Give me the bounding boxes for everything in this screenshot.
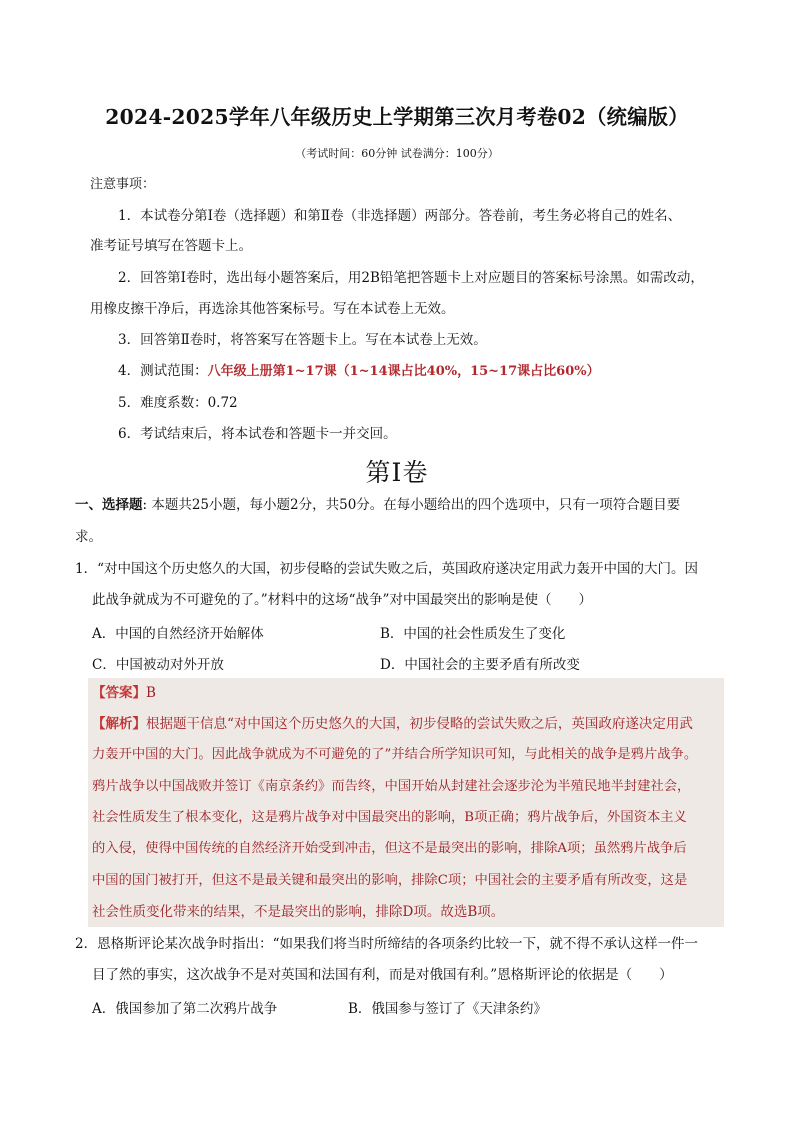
q1-answer: [92, 684, 156, 702]
q1-analysis-line-2: 力轰开中国的大门。因此战争就成为不可避免的了”并结合所学知识可知，与此相关的战争是鸦片战争。: [92, 747, 698, 762]
notice-item-1-line-2: 准考证号填写在答题卡上。: [90, 238, 252, 254]
answer-tag: 【答案】: [92, 685, 146, 701]
notice-item-3: 3．回答第Ⅱ卷时，将答案写在答题卡上。写在本试卷上无效。: [118, 332, 487, 348]
q1-analysis-line-7: 社会性质变化带来的结果，不是最突出的影响，排除D项。故选B项。: [92, 904, 505, 920]
q1-analysis-line-3: 鸦片战争以中国战败并签订《南京条约》而告终，中国开始从封建社会逐步沦为半殖民地半封建社会，: [92, 779, 691, 794]
q1-stem-line-2: 此战争就成为不可避免的了。”材料中的这场“战争”对中国最突出的影响是使（ ）: [92, 592, 592, 608]
q1-option-a: A．中国的自然经济开始解体: [92, 626, 264, 642]
q1-option-b: B．中国的社会性质发生了变化: [380, 626, 566, 642]
notice-heading: 注意事项：: [90, 177, 156, 192]
notice-item-5: 5．难度系数：0.72: [118, 395, 238, 411]
notice-item-2-line-2: 用橡皮擦干净后，再选涂其他答案标号。写在本试卷上无效。: [90, 301, 455, 317]
q1-stem-line-1: 1．“对中国这个历史悠久的大国，初步侵略的尝试失败之后，英国政府遂决定用武力轰开中国的大门。因: [75, 561, 698, 577]
answer-value: B: [146, 685, 156, 701]
notice-item-6: 6．考试结束后，将本试卷和答题卡一并交回。: [118, 426, 397, 442]
exam-subtitle: （考试时间：60分钟 试卷满分：100分）: [295, 147, 499, 160]
instructions-line-1: [75, 496, 680, 514]
q2-option-a: A．俄国参加了第二次鸦片战争: [92, 1001, 278, 1017]
notice-item-4-prefix: 4．测试范围：: [118, 363, 208, 379]
q1-analysis-line-5: 的入侵，使得中国传统的自然经济开始受到冲击，但这不是最突出的影响，排除A项；虽然鸦片战争后: [92, 841, 687, 856]
analysis-text: 根据题干信息“对中国这个历史悠久的大国，初步侵略的尝试失败之后，英国政府遂决定用武: [146, 716, 693, 732]
notice-item-1-line-1: 1．本试卷分第Ⅰ卷（选择题）和第Ⅱ卷（非选择题）两部分。答卷前，考生务必将自己的姓名、: [118, 208, 682, 224]
q2-option-b: B．俄国参与签订了《天津条约》: [348, 1001, 547, 1017]
q1-analysis-line-1: [92, 715, 693, 733]
notice-item-2-line-1: 2．回答第Ⅰ卷时，选出每小题答案后，用2B铅笔把答题卡上对应题目的答案标号涂黑。如需改动，: [118, 270, 704, 286]
q1-option-c: C．中国被动对外开放: [92, 657, 224, 673]
notice-item-4: [118, 362, 600, 381]
instructions-prefix: 一、选择题: [75, 497, 143, 513]
q1-analysis-line-6: 中国的国门被打开，但这不是最关键和最突出的影响，排除C项；中国社会的主要矛盾有所改变，这是: [92, 873, 688, 888]
analysis-tag: 【解析】: [92, 716, 146, 732]
instructions-text: : 本题共25小题，每小题2分，共50分。在每小题给出的四个选项中，只有一项符合题目要: [142, 497, 681, 513]
instructions-line-2: 求。: [75, 529, 102, 545]
section-title: 第Ⅰ卷: [365, 458, 429, 487]
exam-title: 2024-2025学年八年级历史上学期第三次月考卷02（统编版）: [105, 105, 689, 129]
q2-stem-line-1: 2．恩格斯评论某次战争时指出：“如果我们将当时所缔结的各项条约比较一下，就不得不承认这样一件一: [75, 936, 698, 952]
q2-stem-line-2: 目了然的事实，这次战争不是对英国和法国有利，而是对俄国有利。”恩格斯评论的依据是（ ）: [92, 967, 673, 983]
q1-option-d: D．中国社会的主要矛盾有所改变: [380, 657, 580, 673]
q1-analysis-line-4: 社会性质发生了根本变化，这是鸦片战争对中国最突出的影响，B项正确；鸦片战争后，外国资本主义: [92, 810, 687, 825]
test-range: 八年级上册第1~17课（1~14课占比40%，15~17课占比60%）: [207, 364, 600, 379]
